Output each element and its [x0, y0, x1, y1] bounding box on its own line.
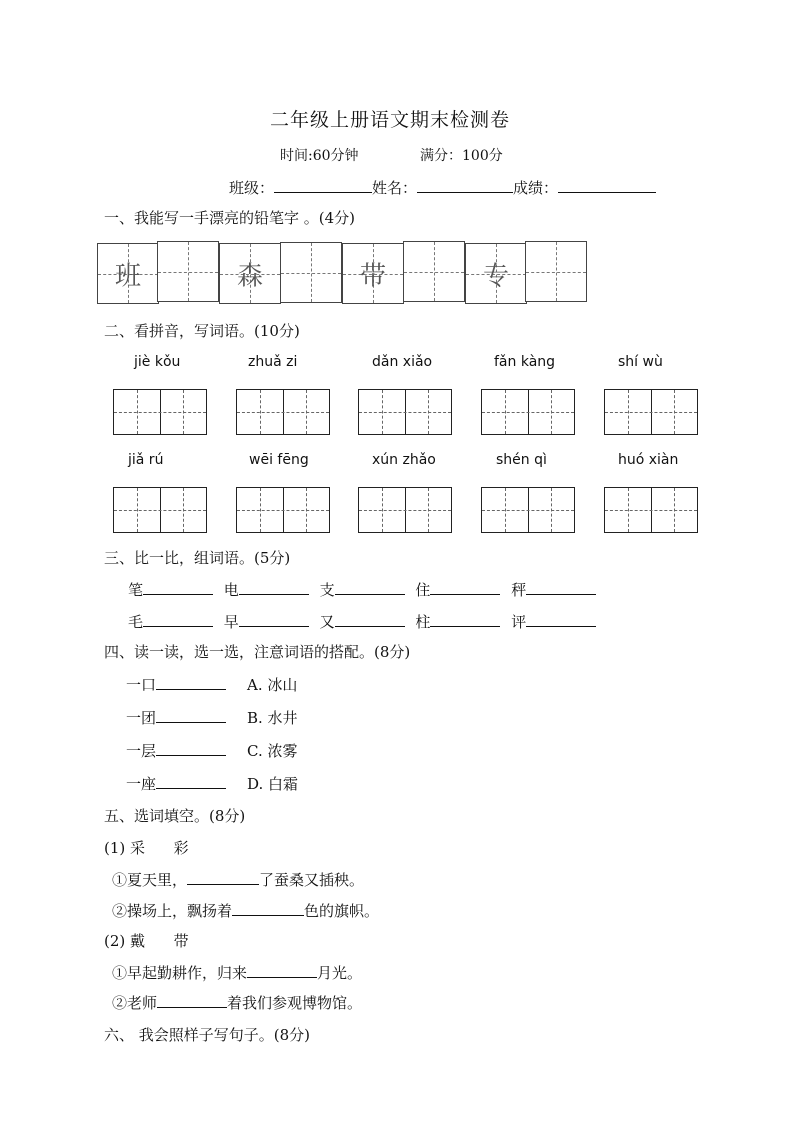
sentence-text: ②操场上，飘扬着 — [112, 902, 233, 920]
fill-blank[interactable] — [157, 993, 227, 1008]
fill-sentence — [112, 900, 379, 921]
student-info-row — [229, 177, 656, 198]
word-blank[interactable] — [526, 612, 596, 627]
sentence-text: ①夏天里， — [112, 871, 188, 889]
match-option: D. 白霜 — [247, 775, 299, 793]
section-2-heading: 二、看拼音，写词语。(10分) — [104, 322, 300, 340]
pinyin-label: shén qì — [496, 452, 547, 468]
match-blank[interactable] — [156, 741, 226, 756]
word-blank[interactable] — [143, 580, 213, 595]
pinyin-label: wēi fēng — [249, 452, 309, 468]
sentence-text: 色的旗帜。 — [304, 902, 380, 920]
fill-blank[interactable] — [247, 963, 317, 978]
word-blank[interactable] — [430, 580, 500, 595]
word-blank[interactable] — [239, 580, 309, 595]
model-character: 专 — [482, 261, 509, 291]
pinyin-label: huó xiàn — [618, 452, 679, 468]
writing-grid-box[interactable] — [342, 243, 404, 304]
model-character: 班 — [114, 261, 141, 291]
fill-sentence — [112, 962, 362, 983]
measure-word: 一团 — [126, 709, 157, 727]
class-label: 班级： — [229, 179, 275, 197]
full-score: 满分：100分 — [420, 148, 503, 164]
match-item — [126, 707, 226, 728]
compare-char: 支 — [319, 581, 335, 599]
section-6-heading: 六、 我会照样子写句子。(8分) — [104, 1026, 311, 1044]
section-1-heading: 一、我能写一手漂亮的铅笔字 。(4分) — [104, 209, 356, 227]
answer-box[interactable] — [236, 389, 330, 435]
word-blank[interactable] — [335, 612, 405, 627]
section-3-heading: 三、比一比，组词语。(5分) — [104, 549, 291, 567]
page-title: 二年级上册语文期末检测卷 — [270, 109, 511, 131]
word-blank[interactable] — [526, 580, 596, 595]
answer-box[interactable] — [604, 487, 698, 533]
match-item — [126, 773, 226, 794]
pinyin-label: dǎn xiǎo — [372, 354, 433, 370]
measure-word: 一座 — [126, 775, 157, 793]
compare-char: 早 — [223, 613, 239, 631]
word-choice-label: (2) 戴 带 — [104, 932, 189, 950]
pinyin-label: zhuǎ zi — [248, 354, 298, 370]
match-item — [126, 740, 226, 761]
compare-char: 电 — [223, 581, 239, 599]
answer-box[interactable] — [113, 389, 207, 435]
class-field[interactable] — [274, 178, 372, 193]
exam-time: 时间:60分钟 — [280, 148, 359, 164]
word-blank[interactable] — [335, 580, 405, 595]
model-character: 森 — [236, 261, 263, 291]
measure-word: 一口 — [126, 676, 157, 694]
grade-field[interactable] — [558, 178, 656, 193]
compare-char: 秤 — [511, 581, 527, 599]
sentence-text: ②老师 — [112, 994, 158, 1012]
match-blank[interactable] — [156, 675, 226, 690]
pinyin-label: jiǎ rú — [128, 452, 164, 468]
writing-grid-box[interactable] — [97, 243, 159, 304]
grade-label: 成绩： — [513, 179, 559, 197]
word-blank[interactable] — [430, 612, 500, 627]
writing-grid-box[interactable] — [157, 241, 219, 302]
answer-box[interactable] — [236, 487, 330, 533]
compare-char: 毛 — [128, 613, 144, 631]
pinyin-label: fǎn kàng — [494, 354, 556, 370]
answer-box[interactable] — [481, 487, 575, 533]
compare-char: 柱 — [415, 613, 431, 631]
writing-grid-box[interactable] — [280, 242, 342, 303]
match-option: C. 浓雾 — [247, 742, 298, 760]
word-blank[interactable] — [143, 612, 213, 627]
compare-char: 住 — [415, 581, 431, 599]
compare-char: 笔 — [128, 581, 144, 599]
answer-box[interactable] — [113, 487, 207, 533]
fill-sentence — [112, 992, 362, 1013]
section-4-heading: 四、读一读，选一选，注意词语的搭配。(8分) — [104, 643, 411, 661]
match-blank[interactable] — [156, 774, 226, 789]
match-item — [126, 674, 226, 695]
sentence-text: 月光。 — [317, 964, 363, 982]
pinyin-label: jiè kǒu — [134, 354, 181, 370]
pinyin-label: shí wù — [618, 354, 663, 370]
model-character: 带 — [359, 261, 386, 291]
sentence-text: ①早起勤耕作，归来 — [112, 964, 248, 982]
answer-box[interactable] — [358, 487, 452, 533]
match-option: A. 冰山 — [247, 676, 298, 694]
writing-grid-box[interactable] — [403, 241, 465, 302]
compare-char: 又 — [319, 613, 335, 631]
compare-row — [128, 579, 596, 600]
writing-grid-box[interactable] — [219, 243, 281, 304]
answer-box[interactable] — [358, 389, 452, 435]
sentence-text: 着我们参观博物馆。 — [227, 994, 363, 1012]
match-blank[interactable] — [156, 708, 226, 723]
fill-blank[interactable] — [232, 901, 304, 916]
compare-char: 评 — [511, 613, 527, 631]
answer-box[interactable] — [481, 389, 575, 435]
word-choice-label: (1) 采 彩 — [104, 839, 189, 857]
sentence-text: 了蚕桑又插秧。 — [259, 871, 365, 889]
writing-grid-box[interactable] — [525, 241, 587, 302]
word-blank[interactable] — [239, 612, 309, 627]
answer-box[interactable] — [604, 389, 698, 435]
fill-sentence — [112, 869, 364, 890]
name-label: 姓名： — [372, 179, 418, 197]
name-field[interactable] — [417, 178, 513, 193]
writing-grid-box[interactable] — [465, 243, 527, 304]
compare-row — [128, 611, 596, 632]
pinyin-label: xún zhǎo — [372, 452, 436, 468]
section-5-heading: 五、选词填空。(8分) — [104, 807, 246, 825]
fill-blank[interactable] — [187, 870, 259, 885]
match-option: B. 水井 — [247, 709, 298, 727]
measure-word: 一层 — [126, 742, 157, 760]
